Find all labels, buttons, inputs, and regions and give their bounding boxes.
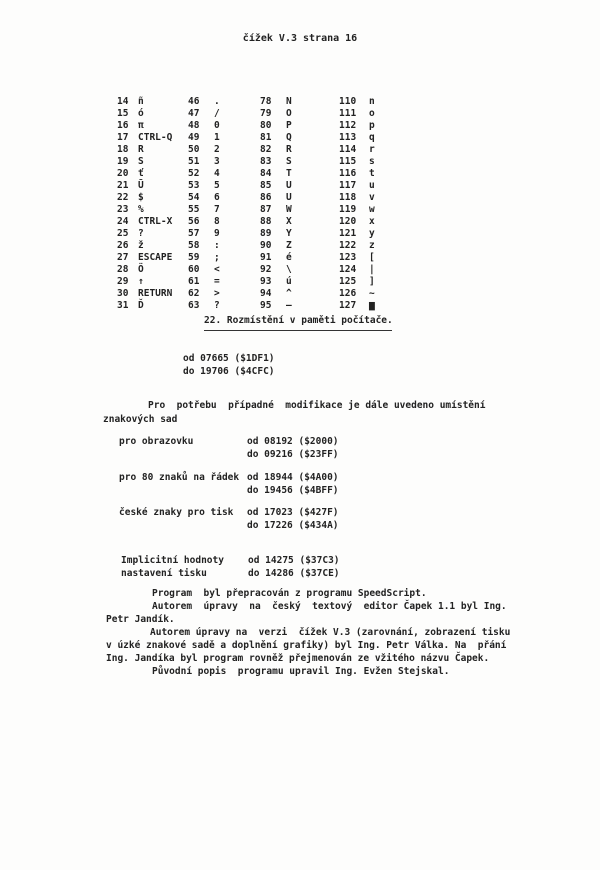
- table-cell-code-b: 53: [188, 180, 200, 191]
- set-to-print: do 17226 ($434A): [247, 520, 339, 531]
- table-cell-char-b: 0: [214, 120, 220, 131]
- table-cell-char-b: <: [214, 264, 220, 275]
- table-cell-code-b: 55: [188, 204, 200, 215]
- set-to-80col: do 19456 ($4BFF): [247, 485, 339, 496]
- table-cell-char-b: 2: [214, 144, 220, 155]
- table-cell-code-a: 20: [117, 168, 129, 179]
- table-cell-char-a: %: [138, 204, 144, 215]
- table-cell-char-d: w: [369, 204, 375, 215]
- table-cell-char-d: n: [369, 96, 375, 107]
- table-cell-char-d: s: [369, 156, 375, 167]
- table-cell-code-a: 24: [117, 216, 129, 227]
- table-cell-char-d: t: [369, 168, 375, 179]
- table-cell-char-d: z: [369, 240, 375, 251]
- table-cell-char-c: O: [286, 108, 292, 119]
- table-cell-code-d: 114: [339, 144, 357, 155]
- table-cell-code-a: 14: [117, 96, 129, 107]
- table-cell-char-d: v: [369, 192, 375, 203]
- note-p3-line3: Ing. Jandíka byl program rovněž přejmenován ze vžitého názvu Čapek.: [106, 653, 490, 664]
- table-cell-char-a: ↑: [138, 276, 144, 287]
- implicit-label-2: nastavení tisku: [121, 568, 207, 579]
- table-cell-char-b: ?: [214, 300, 220, 311]
- table-cell-code-c: 81: [260, 132, 272, 143]
- table-cell-char-d: o: [369, 108, 375, 119]
- table-cell-char-a: CTRL-X: [138, 216, 173, 227]
- implicit-to: do 14286 ($37CE): [248, 568, 340, 579]
- table-cell-code-c: 84: [260, 168, 272, 179]
- table-cell-code-b: 62: [188, 288, 200, 299]
- table-cell-code-b: 50: [188, 144, 200, 155]
- note-p1: Program byl přepracován z programu SpeedScript.: [152, 588, 427, 599]
- table-cell-code-d: 123: [339, 252, 357, 263]
- table-cell-code-b: 56: [188, 216, 200, 227]
- table-cell-code-a: 29: [117, 276, 129, 287]
- table-cell-code-a: 19: [117, 156, 129, 167]
- table-cell-code-c: 88: [260, 216, 272, 227]
- table-cell-code-b: 46: [188, 96, 200, 107]
- table-cell-code-c: 86: [260, 192, 272, 203]
- table-cell-char-a: CTRL-Q: [138, 132, 173, 143]
- table-cell-char-c: Q: [286, 132, 292, 143]
- table-cell-code-d: 110: [339, 96, 357, 107]
- table-cell-code-d: 115: [339, 156, 357, 167]
- table-cell-char-b: :: [214, 240, 220, 251]
- implicit-from: od 14275 ($37C3): [248, 555, 340, 566]
- table-cell-code-d: 111: [339, 108, 357, 119]
- table-cell-code-d: 122: [339, 240, 357, 251]
- table-cell-char-d: ]: [369, 276, 375, 287]
- page-title: čížek V.3 strana 16: [242, 33, 358, 44]
- table-cell-char-b: 6: [214, 192, 220, 203]
- table-cell-char-c: X: [286, 216, 292, 227]
- table-cell-char-a: ñ: [138, 96, 144, 107]
- table-cell-char-c: S: [286, 156, 292, 167]
- table-cell-char-d: p: [369, 120, 375, 131]
- set-from-display: od 08192 ($2000): [247, 436, 339, 447]
- set-from-80col: od 18944 ($4A00): [247, 472, 339, 483]
- table-cell-code-d: 127: [339, 300, 357, 311]
- table-cell-code-b: 51: [188, 156, 200, 167]
- table-cell-code-b: 61: [188, 276, 200, 287]
- table-cell-char-a: ž: [138, 240, 144, 251]
- table-cell-code-a: 31: [117, 300, 129, 311]
- table-cell-code-b: 59: [188, 252, 200, 263]
- table-cell-char-b: =: [214, 276, 220, 287]
- table-cell-code-b: 52: [188, 168, 200, 179]
- table-cell-code-a: 21: [117, 180, 129, 191]
- table-cell-char-c: é: [286, 252, 292, 263]
- table-cell-code-c: 85: [260, 180, 272, 191]
- section-caption: 22. Rozmístění v paměti počítače.: [204, 315, 393, 326]
- intro-line-1: Pro potřebu případné modifikace je dále uvedeno umístění: [148, 400, 486, 411]
- table-cell-char-a: ?: [138, 228, 144, 239]
- table-cell-char-d: y: [369, 228, 375, 239]
- table-cell-code-b: 54: [188, 192, 200, 203]
- table-cell-code-d: 116: [339, 168, 357, 179]
- table-cell-code-a: 16: [117, 120, 129, 131]
- set-to-display: do 09216 ($23FF): [247, 449, 339, 460]
- table-cell-char-a: π: [138, 120, 144, 131]
- memory-to: do 19706 ($4CFC): [183, 366, 275, 377]
- table-cell-code-b: 63: [188, 300, 200, 311]
- table-cell-char-b: 9: [214, 228, 220, 239]
- table-cell-char-d: r: [369, 144, 375, 155]
- table-cell-code-d: 120: [339, 216, 357, 227]
- table-cell-char-a: ť: [138, 168, 144, 179]
- table-cell-char-b: 4: [214, 168, 220, 179]
- table-cell-code-c: 83: [260, 156, 272, 167]
- intro-line-2: znakových sad: [103, 414, 178, 425]
- set-from-print: od 17023 ($427F): [247, 507, 339, 518]
- table-cell-code-b: 48: [188, 120, 200, 131]
- table-cell-code-a: 26: [117, 240, 129, 251]
- table-cell-char-c: \: [286, 264, 292, 275]
- table-cell-char-c: U: [286, 192, 292, 203]
- table-cell-code-c: 87: [260, 204, 272, 215]
- table-cell-code-d: 118: [339, 192, 357, 203]
- table-cell-code-b: 58: [188, 240, 200, 251]
- table-cell-char-b: 5: [214, 180, 220, 191]
- table-cell-code-c: 91: [260, 252, 272, 263]
- table-cell-code-b: 47: [188, 108, 200, 119]
- table-cell-char-b: >: [214, 288, 220, 299]
- table-cell-code-a: 25: [117, 228, 129, 239]
- table-cell-char-a: S: [138, 156, 144, 167]
- table-cell-code-c: 92: [260, 264, 272, 275]
- table-cell-code-d: 117: [339, 180, 357, 191]
- table-cell-code-c: 89: [260, 228, 272, 239]
- table-cell-code-c: 93: [260, 276, 272, 287]
- table-cell-char-c: U: [286, 180, 292, 191]
- table-cell-char-d: [: [369, 252, 375, 263]
- table-cell-char-a: Ď: [138, 300, 144, 311]
- table-cell-char-d: u: [369, 180, 375, 191]
- table-cell-char-b: /: [214, 108, 220, 119]
- table-cell-char-b: 7: [214, 204, 220, 215]
- note-p3-line2: v úzké znakové sadě a doplnění grafiky) byl Ing. Petr Válka. Na přání: [106, 640, 507, 651]
- table-cell-char-a: Ū: [138, 180, 144, 191]
- caption-underline: [204, 330, 392, 331]
- table-cell-char-a: $: [138, 192, 144, 203]
- table-cell-code-c: 80: [260, 120, 272, 131]
- table-cell-code-a: 27: [117, 252, 129, 263]
- memory-from: od 07665 ($1DF1): [183, 353, 275, 364]
- table-cell-char-c: ^: [286, 288, 292, 299]
- table-cell-code-a: 23: [117, 204, 129, 215]
- table-cell-char-c: –: [286, 300, 292, 311]
- table-cell-char-d: ~: [369, 288, 375, 299]
- table-cell-char-b: 1: [214, 132, 220, 143]
- table-cell-code-a: 18: [117, 144, 129, 155]
- table-cell-char-c: Y: [286, 228, 292, 239]
- table-cell-char-c: N: [286, 96, 292, 107]
- table-cell-code-d: 124: [339, 264, 357, 275]
- table-cell-char-a: ó: [138, 108, 144, 119]
- set-label-display: pro obrazovku: [119, 436, 194, 447]
- table-cell-code-d: 125: [339, 276, 357, 287]
- table-cell-char-b: .: [214, 96, 220, 107]
- table-cell-code-d: 113: [339, 132, 357, 143]
- table-cell-code-c: 79: [260, 108, 272, 119]
- table-cell-char-d: q: [369, 132, 375, 143]
- table-cell-char-c: T: [286, 168, 292, 179]
- table-cell-code-b: 60: [188, 264, 200, 275]
- table-cell-code-a: 15: [117, 108, 129, 119]
- set-label-print: české znaky pro tisk: [119, 507, 234, 518]
- table-cell-char-d: |: [369, 264, 375, 275]
- table-cell-char-a: RETURN: [138, 288, 173, 299]
- note-p2-line1: Autorem úpravy na český textový editor Čapek 1.1 byl Ing.: [152, 601, 507, 612]
- implicit-label-1: Implicitní hodnoty: [121, 555, 224, 566]
- table-cell-char-c: Z: [286, 240, 292, 251]
- table-cell-code-c: 95: [260, 300, 272, 311]
- table-cell-char-b: ;: [214, 252, 220, 263]
- table-cell-char-a: Ö: [138, 264, 144, 275]
- table-cell-char-c: P: [286, 120, 292, 131]
- table-cell-code-a: 30: [117, 288, 129, 299]
- table-cell-code-b: 57: [188, 228, 200, 239]
- table-cell-code-d: 119: [339, 204, 357, 215]
- table-cell-char-b: 3: [214, 156, 220, 167]
- table-cell-code-b: 49: [188, 132, 200, 143]
- table-cell-char-c: W: [286, 204, 292, 215]
- table-cell-char-a: ESCAPE: [138, 252, 173, 263]
- table-cell-char-d: x: [369, 216, 375, 227]
- table-cell-code-c: 78: [260, 96, 272, 107]
- note-p3-line1: Autorem úpravy na verzi čížek V.3 (zarovnání, zobrazení tisku: [150, 627, 511, 638]
- table-cell-code-a: 28: [117, 264, 129, 275]
- note-p4: Původní popis programu upravil Ing. Evžen Stejskal.: [152, 666, 450, 677]
- table-cell-code-d: 126: [339, 288, 357, 299]
- table-cell-code-c: 94: [260, 288, 272, 299]
- table-cell-char-c: R: [286, 144, 292, 155]
- table-cell-code-d: 112: [339, 120, 357, 131]
- table-cell-code-a: 17: [117, 132, 129, 143]
- note-p2-line2: Petr Jandík.: [106, 614, 175, 625]
- table-cell-char-a: R: [138, 144, 144, 155]
- table-cell-char-b: 8: [214, 216, 220, 227]
- table-cell-code-c: 82: [260, 144, 272, 155]
- table-cell-code-d: 121: [339, 228, 357, 239]
- table-cell-char-c: ú: [286, 276, 292, 287]
- table-cell-code-a: 22: [117, 192, 129, 203]
- table-cell-code-c: 90: [260, 240, 272, 251]
- table-cell-char-d: ▆: [369, 300, 375, 311]
- set-label-80col: pro 80 znaků na řádek: [119, 472, 240, 483]
